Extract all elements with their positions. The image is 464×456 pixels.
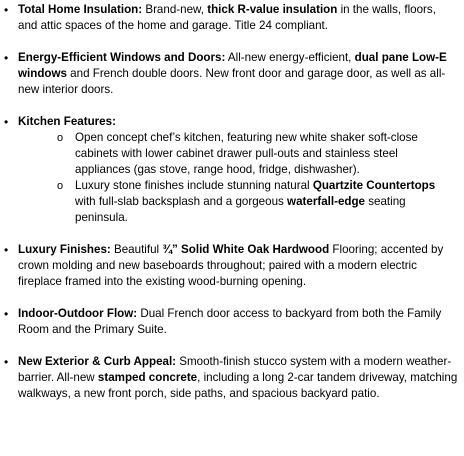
item-heading: New Exterior & Curb Appeal: [18,355,177,368]
item-text: All-new energy-efficient, [225,51,355,64]
sub-item-emphasis: waterfall-edge [287,195,366,208]
sub-item-text: Luxury stone finishes include stunning natural [75,179,313,192]
sub-item-emphasis: Quartzite Countertops [312,179,436,192]
sub-item-text: with full-slab backsplash and a gorgeous [75,195,288,208]
list-item-exterior [0,354,464,402]
list-item-insulation [0,2,464,34]
sub-item-stone-finishes [18,178,458,226]
sub-item-chefs-kitchen [18,130,458,178]
sub-item-text: Open concept chef’s kitchen, featuring new white shaker soft-close cabinets with lower cabinet drawer pull-outs and stainless steel appliances (gas stove, range hood, fridge, dishwasher). [75,131,418,176]
item-text: Smooth-finish stucco system with a modern weather-barrier. All-new [18,355,452,384]
hollow-bullet-icon: o [57,132,64,144]
bullet-icon: • [4,51,9,65]
list-item-luxury-finishes [0,242,464,290]
list-item-indoor-outdoor [0,306,464,338]
item-emphasis: thick R-value insulation [207,3,338,16]
item-heading: Kitchen Features: [18,115,116,128]
item-text: in the walls, floors, and attic spaces of the home and garage. Title 24 compliant. [18,3,436,32]
list-item-windows-doors [0,50,464,98]
item-text: Beautiful [110,243,163,256]
item-text: Dual French door access to backyard from both the Family Room and the Primary Suite. [18,307,442,336]
list-item-kitchen [0,114,464,226]
item-heading: Energy-Efficient Windows and Doors: [18,51,226,64]
item-emphasis: ¾” Solid White Oak Hardwood [162,243,330,256]
item-text: and French double doors. New front door and garage door, as well as all-new interior doors. [18,67,446,96]
bullet-icon: • [4,115,9,129]
item-emphasis: stamped concrete [97,371,198,384]
item-heading: Luxury Finishes: [18,243,111,256]
bullet-icon: • [4,3,9,17]
sub-item-text: seating peninsula. [75,195,406,224]
item-emphasis: dual pane Low-E windows [18,51,447,80]
bullet-icon: • [4,355,9,369]
bullet-icon: • [4,307,9,321]
item-heading: Indoor-Outdoor Flow: [18,307,138,320]
hollow-bullet-icon: o [57,180,64,192]
item-text: Brand-new, [142,3,208,16]
item-text: Flooring; accented by crown molding and new baseboards throughout; paired with a modern electric fireplace framed into the existing wood-burning opening. [18,243,444,288]
item-text: , including a long 2-car tandem driveway, matching walkways, a new front porch, side paths, and spacious backyard patio. [18,371,458,400]
bullet-icon: • [4,243,9,257]
item-heading: Total Home Insulation: [18,3,143,16]
